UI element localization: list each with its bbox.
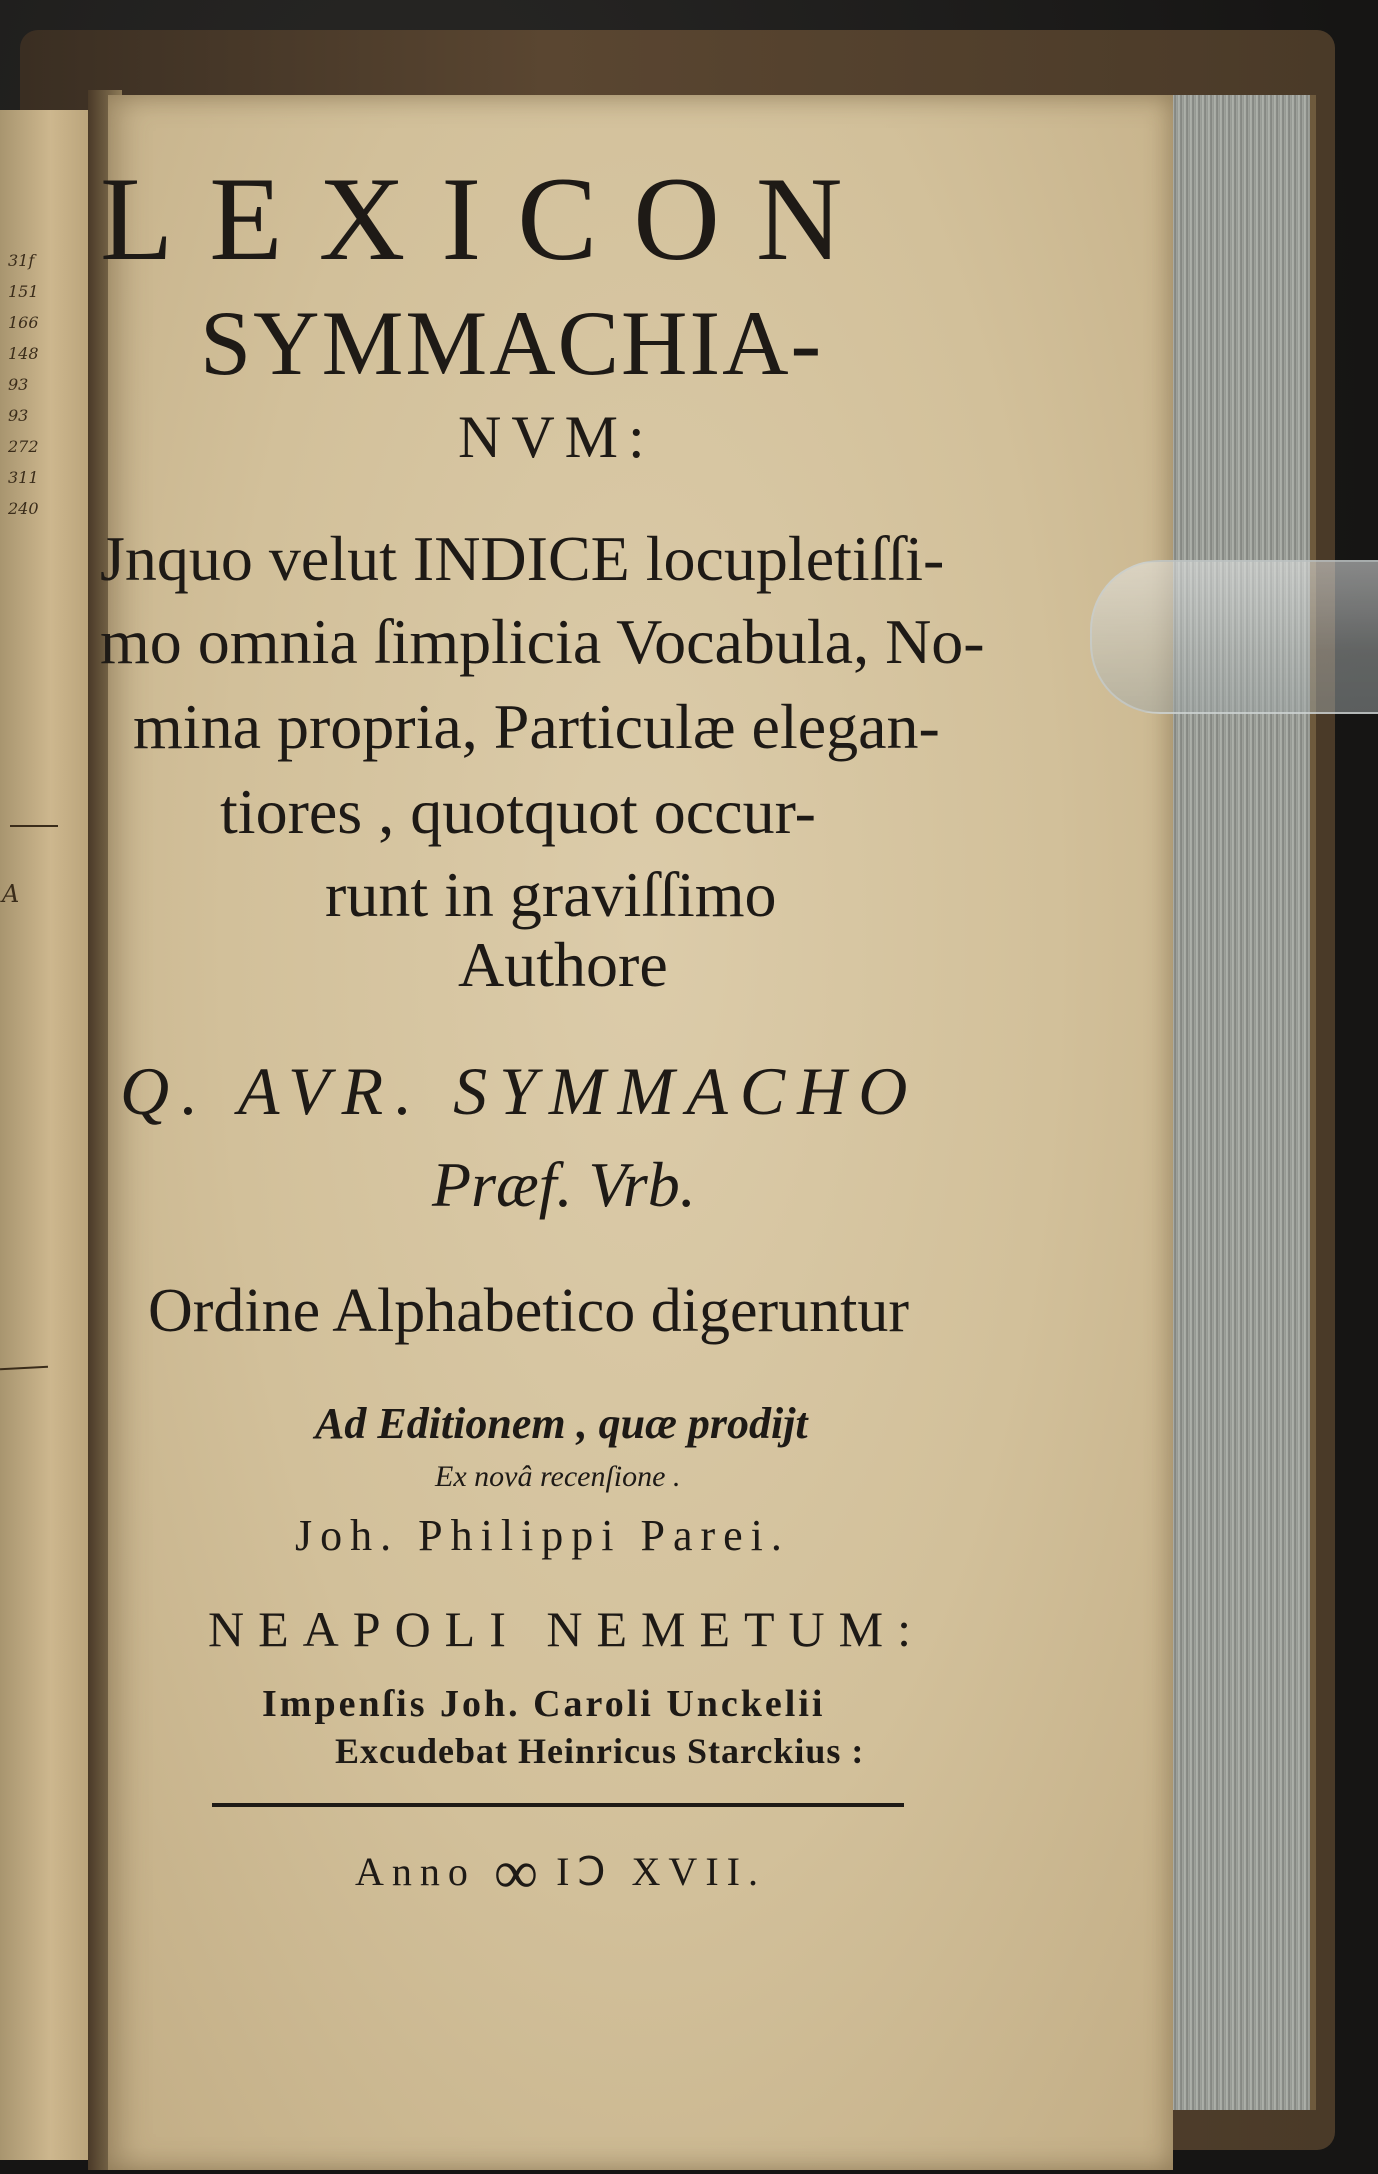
editor-name: Joh. Philippi Parei. xyxy=(295,1511,790,1560)
margin-note: 311 xyxy=(8,468,39,487)
edition-note: Ex novâ recenſione . xyxy=(435,1460,681,1493)
book-subtitle-line: NVM: xyxy=(458,404,655,470)
author-title: Præf. Vrb. xyxy=(432,1149,696,1220)
imprint-publisher: Impenſis Joh. Caroli Unckelii xyxy=(262,1683,826,1725)
imprint-rule xyxy=(212,1803,904,1807)
description-line: Jnquo velut INDICE locupletiſſi- xyxy=(100,523,945,594)
book-subtitle-line: SYMMACHIA- xyxy=(200,292,824,394)
margin-note: 240 xyxy=(8,499,39,518)
date-symbol: ∞ xyxy=(493,1839,539,1907)
author-name: Q. AVR. SYMMACHO xyxy=(120,1053,920,1129)
date-prefix: Anno xyxy=(355,1849,476,1894)
imprint-printer: Excudebat Heinricus Starckius : xyxy=(335,1731,865,1771)
margin-note: 166 xyxy=(8,313,39,332)
date-suffix: IↃ XVII. xyxy=(556,1849,766,1894)
margin-note: 93 xyxy=(8,406,29,425)
margin-note: 151 xyxy=(8,282,39,301)
description-line: Authore xyxy=(458,929,668,1000)
margin-note: 93 xyxy=(8,375,29,394)
arrangement-note: Ordine Alphabetico digeruntur xyxy=(148,1277,910,1345)
description-line: runt in graviſſimo xyxy=(325,859,777,930)
edition-note: Ad Editionem , quæ prodiјt xyxy=(315,1399,808,1448)
imprint-place: NEAPOLI NEMETUM: xyxy=(208,1601,926,1657)
margin-note: 31f xyxy=(8,251,35,270)
description-line: mo omnia ſimplicia Vocabula, No- xyxy=(100,606,985,677)
description-line: mina propria, Particulæ elegan- xyxy=(133,691,940,762)
margin-note: 148 xyxy=(8,344,39,363)
gutter-mark: A xyxy=(2,880,20,908)
book-title: LEXICON xyxy=(100,152,879,285)
margin-note: 272 xyxy=(8,437,39,456)
imprint-date xyxy=(355,1830,766,1907)
description-line: tiores , quotquot occur- xyxy=(220,776,816,847)
